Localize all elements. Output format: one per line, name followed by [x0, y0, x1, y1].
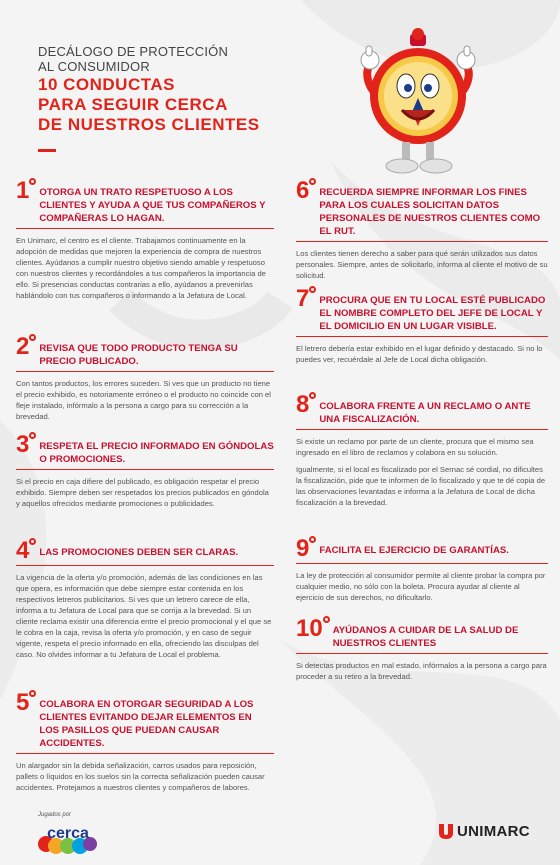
conduct-item-10 — [296, 615, 548, 682]
item-body: El letrero debería estar exhibido en el lugar definido y destacado. Si no lo puedes ver, recuérdale al Jefe de Local dicha obligación. — [296, 344, 543, 364]
item-divider — [16, 469, 274, 470]
jugados-label: Jugados por — [38, 812, 72, 818]
item-divider — [296, 429, 548, 430]
item-number: 2 — [16, 336, 29, 358]
conduct-item-3 — [16, 431, 274, 509]
item-number: 9 — [296, 538, 309, 560]
item-headline: RECUERDA SIEMPRE INFORMAR LOS FINES PARA LOS CUALES SOLICITAN DATOS PERSONALES DE NUESTROS CLIENTES COMO EL RUT. — [319, 187, 541, 237]
item-divider — [296, 563, 548, 564]
item-divider — [296, 336, 548, 337]
unimarc-logo-icon — [438, 822, 454, 840]
page-title: 10 CONDUCTAS PARA SEGUIR CERCA DE NUESTROS CLIENTES — [38, 75, 260, 134]
conduct-item-2 — [16, 333, 274, 422]
conduct-item-4 — [16, 537, 274, 660]
item-number: 8 — [296, 394, 309, 416]
item-headline: AYÚDANOS A CUIDAR DE LA SALUD DE NUESTROS CLIENTES — [332, 625, 519, 649]
item-number: 1 — [16, 180, 29, 202]
item-headline: FACILITA EL EJERCICIO DE GARANTÍAS. — [319, 545, 509, 556]
cerca-logo-icon — [38, 818, 98, 854]
unimarc-wordmark: UNIMARC — [457, 822, 530, 840]
item-divider — [296, 241, 548, 242]
item-headline: COLABORA EN OTORGAR SEGURIDAD A LOS CLIENTES EVITANDO DEJAR ELEMENTOS EN LOS PASILLOS QUE PUEDAN CAUSAR ACCIDENTES. — [39, 699, 254, 749]
item-number: 6 — [296, 180, 309, 202]
unimarc-logo — [438, 822, 530, 840]
item-divider — [16, 371, 274, 372]
item-headline: OTORGA UN TRATO RESPETUOSO A LOS CLIENTES Y AYUDA A QUE TUS COMPAÑEROS Y COMPAÑERAS LO HAGAN. — [39, 187, 266, 224]
item-headline: COLABORA FRENTE A UN RECLAMO O ANTE UNA FISCALIZACIÓN. — [319, 401, 531, 425]
item-body: Los clientes tienen derecho a saber para qué serán utilizados sus datos personales. Siempre, antes de solicitarlo, informa al cliente el motivo de su solicitud. — [296, 249, 548, 280]
item-body: Con tantos productos, los errores suceden. Si ves que un producto no tiene el precio exhibido, es notoriamente erróneo o el producto no coincide con el fleje instalado, infórmalo a la persona a cargo para su corrección a la brevedad. — [16, 379, 271, 421]
conduct-item-1 — [16, 177, 274, 301]
compass-mascot-icon — [350, 28, 490, 178]
svg-text:cerca: cerca — [47, 825, 89, 842]
item-number: 4 — [16, 540, 29, 562]
supertitle: DECÁLOGO DE PROTECCIÓN AL CONSUMIDOR — [38, 44, 229, 74]
item-body: Un alargador sin la debida señalización, carros usados para reposición, pallets o líquidos en los suelos sin la correcta señalización pueden causar accidentes. Protejamos a nuestros clientes y compañeros de labores. — [16, 761, 265, 792]
item-headline: RESPETA EL PRECIO INFORMADO EN GÓNDOLAS O PROMOCIONES. — [39, 441, 274, 465]
item-number: 7 — [296, 288, 309, 310]
conduct-item-6 — [296, 177, 548, 281]
conduct-item-9 — [296, 535, 548, 603]
item-divider — [16, 565, 274, 566]
item-headline: LAS PROMOCIONES DEBEN SER CLARAS. — [39, 547, 239, 558]
cerca-logo — [38, 812, 98, 859]
item-headline: PROCURA QUE EN TU LOCAL ESTÉ PUBLICADO EL NOMBRE COMPLETO DEL JEFE DE LOCAL Y EL DOMICILIO EN UN LUGAR VISIBLE. — [319, 295, 546, 332]
item-divider — [16, 228, 274, 229]
page-header — [38, 44, 260, 152]
title-divider — [38, 149, 56, 152]
item-body: La ley de protección al consumidor permite al cliente probar la compra por cualquier medio, no sólo con la boleta. Procura ayudar al cliente al ejercicio de sus derechos, no dificultarlo. — [296, 571, 546, 602]
item-number: 10 — [296, 618, 323, 640]
item-headline: REVISA QUE TODO PRODUCTO TENGA SU PRECIO PUBLICADO. — [39, 343, 238, 367]
item-body: Si existe un reclamo por parte de un cliente, procura que el mismo sea ingresado en el libro de reclamos y colabora en su solución. Igualmente, si el local es fiscalizado por el Sernac sé cordial, no dificultes la fiscalización, pide que te informen de lo fiscalizado y que te dé copia de las observaciones levantadas e informa a la Jefatura de Local de dicha fiscalización a la brevedad. — [296, 437, 546, 507]
conduct-item-8 — [296, 391, 548, 508]
item-body: Si el precio en caja difiere del publicado, es obligación respetar el precio exhibido. Siempre deben ser respetados los precios publicados en góndola y aquellos ofrecidos mediante promociones o publicidades. — [16, 477, 269, 508]
item-body: Si detectas productos en mal estado, infórmalos a la persona a cargo para proceder a su retiro a la brevedad. — [296, 661, 547, 681]
conduct-item-7 — [296, 285, 548, 365]
item-divider — [16, 753, 274, 754]
item-body: En Unimarc, el centro es el cliente. Trabajamos continuamente en la adopción de medidas que mejoren la experiencia de compra de nuestros clientes. Ayúdanos a cumplir nuestro objetivo siendo amable y respetuoso con nuestros clientes y recordándoles a tus compañeros la importancia de ello. Si presencias conductas contrarias a ello, ayúdanos a prevenirlas hablándolo con tus compañeros o informando a la Jefatura de Local. — [16, 236, 266, 300]
item-divider — [296, 653, 548, 654]
item-number: 5 — [16, 692, 29, 714]
conduct-item-5 — [16, 689, 274, 793]
item-number: 3 — [16, 434, 29, 456]
item-body: La vigencia de la oferta y/o promoción, además de las condiciones en las que opera, es información que debe siempre estar contenida en los respectivos letreros publicitarios. Si ves que un letrero carece de ella, informa a tu Jefatura de Local para que se corrija a la brevedad. Si un cliente reclama existir una diferencia entre el precio promocional y el que se le cobra en la caja, revisa la oferta y/o promoción, y en caso de seguir vigente, respeta el precio informado en ella, ofreciendo las disculpas del caso. No olvides informar a tu Jefatura de Local el problema. — [16, 573, 272, 659]
